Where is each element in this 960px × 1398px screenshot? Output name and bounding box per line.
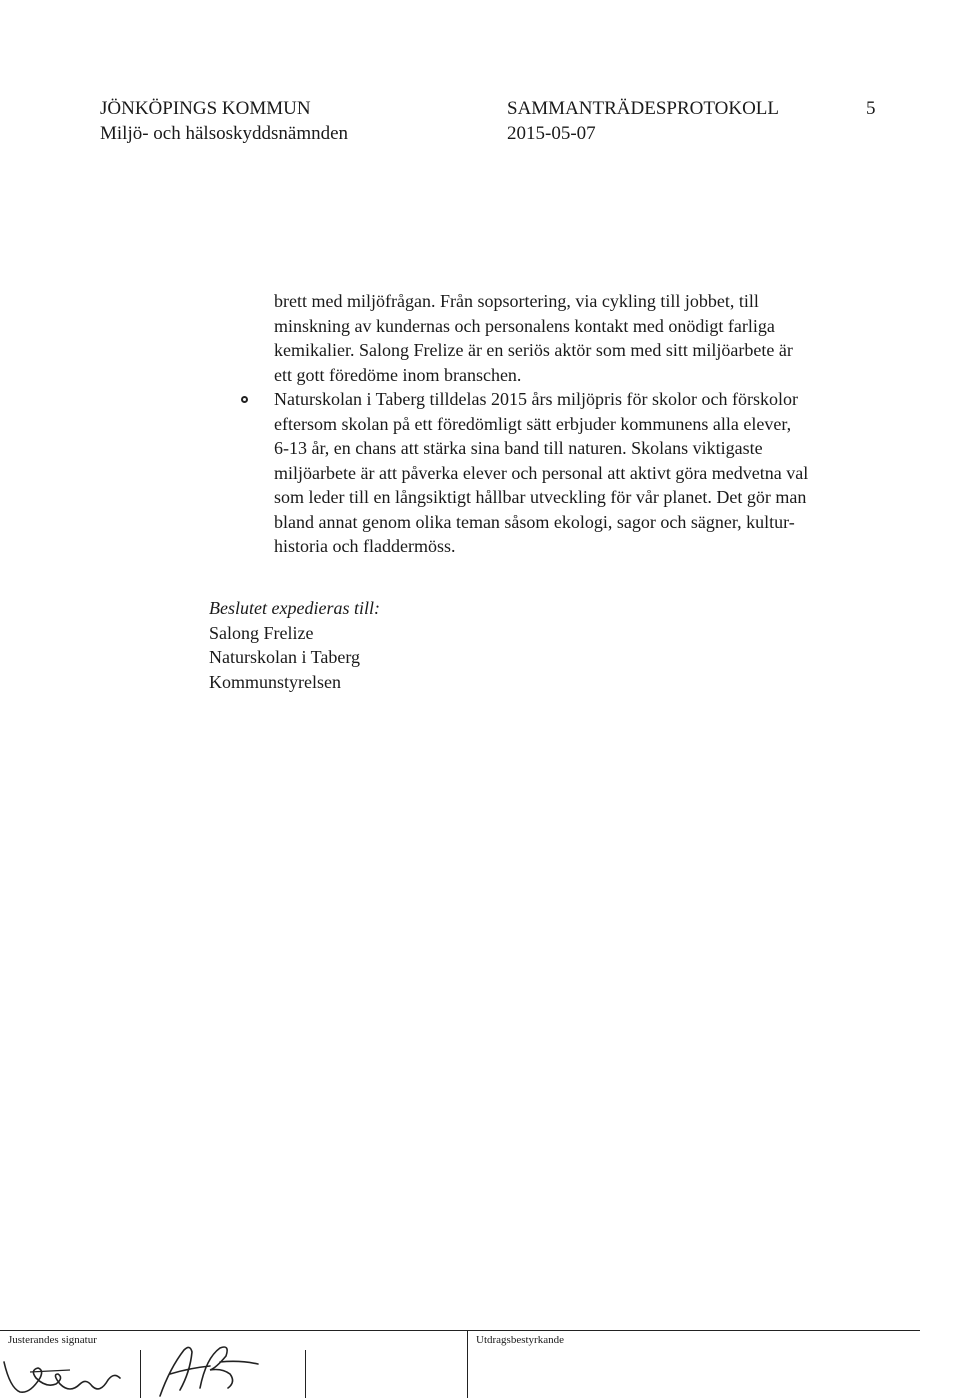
text-line: brett med miljöfrågan. Från sopsortering, via cykling till jobbet, till [274,291,759,311]
text-line: 6-13 år, en chans att stärka sina band till naturen. Skolans viktigaste [274,438,763,458]
text-line: historia och fladdermöss. [274,536,456,556]
signature-divider [140,1350,141,1398]
recipient: Salong Frelize [209,622,314,643]
header-left [100,96,348,146]
footer [0,1330,960,1398]
doc-date: 2015-05-07 [507,123,596,144]
signature-image [0,1348,130,1398]
signature-image [150,1338,270,1398]
section-divider [467,1330,468,1398]
text-line: bland annat genom olika teman såsom ekologi, sagor och sägner, kultur- [274,511,795,532]
decision-section [209,596,380,694]
text-line: miljöarbete är att påverka elever och personal att aktivt göra medvetna val [274,462,809,483]
org-name: JÖNKÖPINGS KOMMUN [100,98,311,119]
recipient: Kommunstyrelsen [209,671,341,692]
text-line: kemikalier. Salong Frelize är en seriös aktör som med sitt miljöarbete är [274,340,793,360]
body-text [274,289,854,559]
recipient: Naturskolan i Taberg [209,647,361,667]
bullet-item [274,387,854,559]
text-line: minskning av kundernas och personalens kontakt med onödigt farliga [274,315,775,336]
decision-heading: Beslutet expedieras till: [209,598,380,618]
committee-name: Miljö- och hälsoskyddsnämnden [100,123,349,144]
footer-rule [0,1330,920,1331]
header-middle [507,96,779,146]
text-line: som leder till en långsiktigt hållbar utveckling för vår planet. Det gör man [274,487,807,507]
signature-divider [305,1350,306,1398]
text-line: eftersom skolan på ett föredömligt sätt erbjuder kommunens alla elever, [274,413,792,434]
bullet-icon [241,396,248,403]
text-line: Naturskolan i Taberg tilldelas 2015 års miljöpris för skolor och förskolor [274,389,798,409]
text-line: ett gott föredöme inom branschen. [274,364,522,385]
paragraph-continued [274,289,854,387]
extract-label: Utdragsbestyrkande [476,1334,564,1346]
doc-type: SAMMANTRÄDESPROTOKOLL [507,98,780,119]
signature-label: Justerandes signatur [8,1334,97,1346]
page-number: 5 [866,98,876,119]
